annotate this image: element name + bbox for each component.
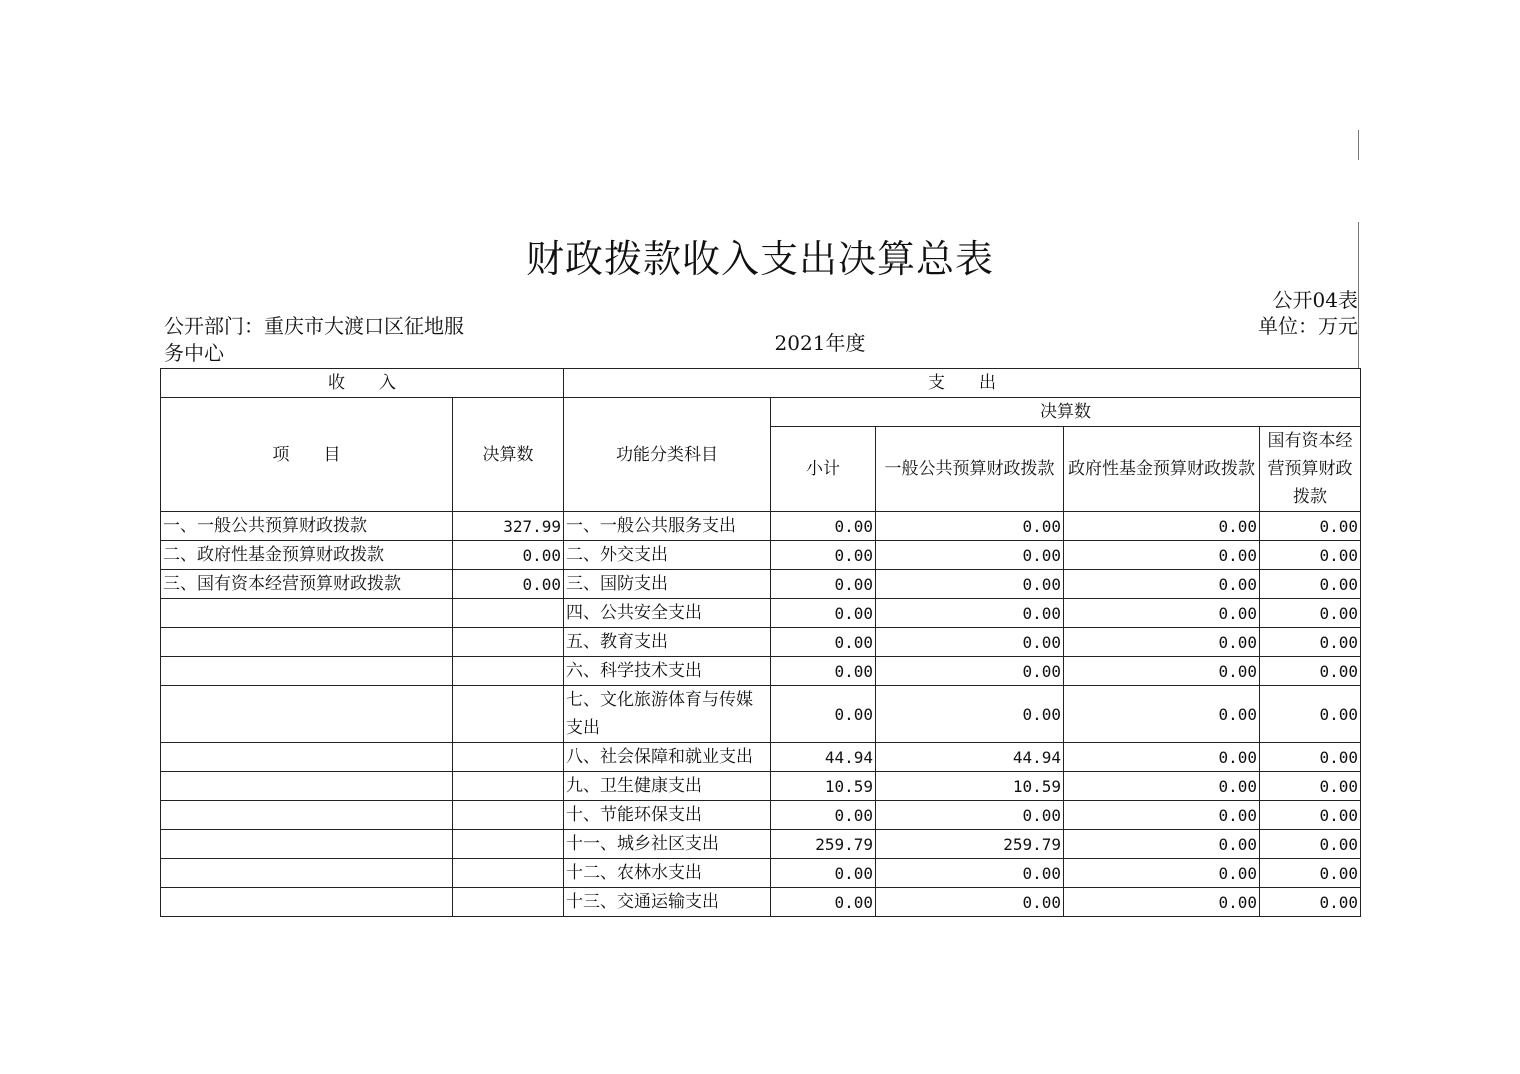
income-item xyxy=(161,801,453,830)
income-item xyxy=(161,686,453,743)
item-header: 项 目 xyxy=(161,398,453,512)
table-row xyxy=(161,772,1361,801)
subtotal-value: 0.00 xyxy=(771,859,876,888)
general-budget-value: 0.00 xyxy=(876,657,1064,686)
income-amount xyxy=(453,628,564,657)
function-item: 十一、城乡社区支出 xyxy=(564,830,771,859)
table-row xyxy=(161,599,1361,628)
income-item xyxy=(161,772,453,801)
amount-header: 决算数 xyxy=(453,398,564,512)
general-budget-value: 0.00 xyxy=(876,686,1064,743)
state-capital-value: 0.00 xyxy=(1260,657,1361,686)
subtotal-value: 0.00 xyxy=(771,657,876,686)
gov-fund-value: 0.00 xyxy=(1064,657,1260,686)
income-amount: 327.99 xyxy=(453,512,564,541)
state-capital-value: 0.00 xyxy=(1260,830,1361,859)
department-label: 公开部门：重庆市大渡口区征地服务中心 xyxy=(164,314,464,365)
gov-fund-value: 0.00 xyxy=(1064,743,1260,772)
income-amount xyxy=(453,772,564,801)
income-amount: 0.00 xyxy=(453,570,564,599)
subtotal-value: 0.00 xyxy=(771,628,876,657)
function-item: 八、社会保障和就业支出 xyxy=(564,743,771,772)
function-header: 功能分类科目 xyxy=(564,398,771,512)
income-item xyxy=(161,859,453,888)
income-amount xyxy=(453,888,564,917)
income-amount xyxy=(453,743,564,772)
income-item xyxy=(161,628,453,657)
gov-fund-value: 0.00 xyxy=(1064,888,1260,917)
function-item: 十、节能环保支出 xyxy=(564,801,771,830)
gov-fund-value: 0.00 xyxy=(1064,570,1260,599)
function-item: 一、一般公共服务支出 xyxy=(564,512,771,541)
state-capital-value: 0.00 xyxy=(1260,628,1361,657)
income-amount xyxy=(453,859,564,888)
table-row xyxy=(161,570,1361,599)
general-budget-value: 0.00 xyxy=(876,570,1064,599)
general-budget-value: 0.00 xyxy=(876,801,1064,830)
table-row xyxy=(161,830,1361,859)
income-item xyxy=(161,599,453,628)
gov-fund-value: 0.00 xyxy=(1064,801,1260,830)
income-item xyxy=(161,743,453,772)
general-budget-value: 0.00 xyxy=(876,859,1064,888)
gov-fund-value: 0.00 xyxy=(1064,599,1260,628)
gov-fund-header: 政府性基金预算财政拨款 xyxy=(1064,427,1260,512)
general-budget-value: 0.00 xyxy=(876,599,1064,628)
budget-table xyxy=(160,368,1361,917)
page-title: 财政拨款收入支出决算总表 xyxy=(525,237,994,281)
gov-fund-value: 0.00 xyxy=(1064,772,1260,801)
general-budget-value: 0.00 xyxy=(876,541,1064,570)
income-amount xyxy=(453,686,564,743)
general-budget-value: 44.94 xyxy=(876,743,1064,772)
table-row xyxy=(161,859,1361,888)
income-amount xyxy=(453,599,564,628)
income-item xyxy=(161,657,453,686)
state-capital-value: 0.00 xyxy=(1260,772,1361,801)
table-row xyxy=(161,657,1361,686)
table-row xyxy=(161,541,1361,570)
subtotal-value: 44.94 xyxy=(771,743,876,772)
income-amount xyxy=(453,801,564,830)
function-item: 三、国防支出 xyxy=(564,570,771,599)
subtotal-value: 0.00 xyxy=(771,686,876,743)
gov-fund-value: 0.00 xyxy=(1064,628,1260,657)
state-capital-value: 0.00 xyxy=(1260,801,1361,830)
function-item: 六、科学技术支出 xyxy=(564,657,771,686)
function-item: 七、文化旅游体育与传媒支出 xyxy=(564,686,771,743)
income-item xyxy=(161,888,453,917)
subtotal-value: 0.00 xyxy=(771,541,876,570)
function-item: 四、公共安全支出 xyxy=(564,599,771,628)
table-row xyxy=(161,743,1361,772)
general-budget-value: 0.00 xyxy=(876,512,1064,541)
gov-fund-value: 0.00 xyxy=(1064,541,1260,570)
subtotal-value: 0.00 xyxy=(771,801,876,830)
state-capital-value: 0.00 xyxy=(1260,888,1361,917)
income-item xyxy=(161,830,453,859)
form-number: 公开04表 xyxy=(1272,288,1358,312)
state-capital-value: 0.00 xyxy=(1260,743,1361,772)
income-amount: 0.00 xyxy=(453,541,564,570)
income-header: 收 入 xyxy=(161,369,564,398)
income-item: 一、一般公共预算财政拨款 xyxy=(161,512,453,541)
state-capital-value: 0.00 xyxy=(1260,570,1361,599)
subtotal-value: 259.79 xyxy=(771,830,876,859)
unit-label: 单位：万元 xyxy=(1258,314,1358,338)
subtotal-header: 小计 xyxy=(771,427,876,512)
subtotal-value: 0.00 xyxy=(771,888,876,917)
general-budget-value: 0.00 xyxy=(876,888,1064,917)
fiscal-year: 2021年度 xyxy=(774,331,866,355)
state-capital-value: 0.00 xyxy=(1260,541,1361,570)
function-item: 九、卫生健康支出 xyxy=(564,772,771,801)
state-capital-value: 0.00 xyxy=(1260,512,1361,541)
state-capital-value: 0.00 xyxy=(1260,686,1361,743)
function-item: 十三、交通运输支出 xyxy=(564,888,771,917)
expense-header: 支 出 xyxy=(564,369,1361,398)
gov-fund-value: 0.00 xyxy=(1064,512,1260,541)
subtotal-value: 0.00 xyxy=(771,512,876,541)
state-capital-header: 国有资本经营预算财政拨款 xyxy=(1260,427,1361,512)
table-row xyxy=(161,512,1361,541)
state-capital-value: 0.00 xyxy=(1260,599,1361,628)
function-item: 五、教育支出 xyxy=(564,628,771,657)
subtotal-value: 0.00 xyxy=(771,570,876,599)
final-amount-header: 决算数 xyxy=(771,398,1361,427)
table-row xyxy=(161,888,1361,917)
gov-fund-value: 0.00 xyxy=(1064,686,1260,743)
general-budget-header: 一般公共预算财政拨款 xyxy=(876,427,1064,512)
function-item: 十二、农林水支出 xyxy=(564,859,771,888)
general-budget-value: 10.59 xyxy=(876,772,1064,801)
table-row xyxy=(161,686,1361,743)
table-row xyxy=(161,628,1361,657)
income-amount xyxy=(453,830,564,859)
general-budget-value: 0.00 xyxy=(876,628,1064,657)
income-item: 二、政府性基金预算财政拨款 xyxy=(161,541,453,570)
income-amount xyxy=(453,657,564,686)
general-budget-value: 259.79 xyxy=(876,830,1064,859)
subtotal-value: 0.00 xyxy=(771,599,876,628)
function-item: 二、外交支出 xyxy=(564,541,771,570)
subtotal-value: 10.59 xyxy=(771,772,876,801)
state-capital-value: 0.00 xyxy=(1260,859,1361,888)
income-item: 三、国有资本经营预算财政拨款 xyxy=(161,570,453,599)
gov-fund-value: 0.00 xyxy=(1064,830,1260,859)
margin-rule-top xyxy=(1358,130,1359,160)
gov-fund-value: 0.00 xyxy=(1064,859,1260,888)
table-row xyxy=(161,801,1361,830)
